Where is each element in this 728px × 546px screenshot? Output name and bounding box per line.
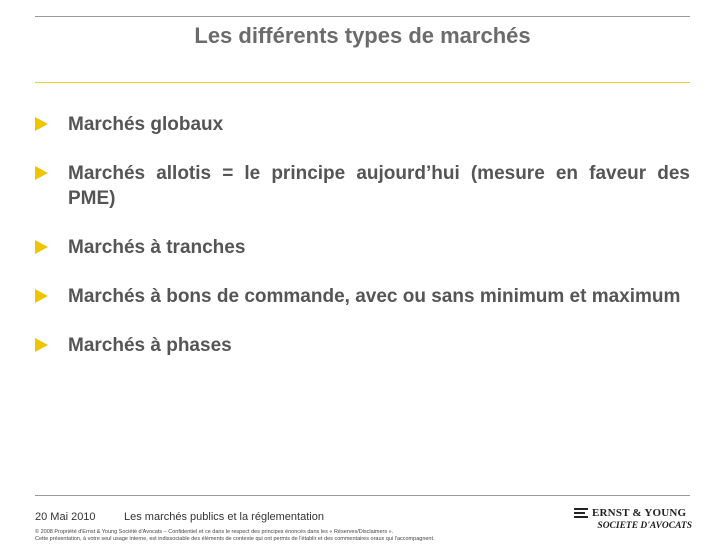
bullet-list xyxy=(35,112,690,382)
triangle-bullet-icon xyxy=(35,117,48,131)
triangle-bullet-icon xyxy=(35,289,48,303)
bullet-item xyxy=(35,235,690,260)
footer-divider xyxy=(35,495,690,496)
footer-legal-notice xyxy=(35,529,505,543)
bullet-text: Marchés globaux xyxy=(68,114,224,135)
bullet-item xyxy=(35,284,690,309)
bullet-item xyxy=(35,112,690,137)
bullet-text: Marchés à phases xyxy=(68,335,232,356)
ernst-young-logo xyxy=(574,507,692,541)
top-divider xyxy=(35,16,690,17)
footer-title: Les marchés publics et la réglementation xyxy=(124,511,324,523)
slide-title: Les différents types de marchés xyxy=(194,23,531,48)
bullet-text: Marchés à bons de commande, avec ou sans minimum et maximum xyxy=(68,286,681,307)
legal-line: © 2008 Propriété d'Ernst & Young Société d'Avocats – Confidentiel et ce dans le respect des principes énoncés dans les « Réserves/Disclaimers ». xyxy=(35,529,394,535)
footer-date: 20 Mai 2010 xyxy=(35,511,96,523)
bullet-text: Marchés allotis = le principe aujourd’hui (mesure en faveur des PME) xyxy=(68,163,690,209)
triangle-bullet-icon xyxy=(35,166,48,180)
title-underline xyxy=(35,82,690,83)
bullet-text: Marchés à tranches xyxy=(68,237,246,258)
logo-subtitle: SOCIETE D'AVOCATS xyxy=(597,521,692,531)
logo-bars-icon xyxy=(574,508,588,518)
triangle-bullet-icon xyxy=(35,338,48,352)
bullet-item xyxy=(35,333,690,358)
logo-name: ERNST & YOUNG xyxy=(592,507,687,519)
bullet-item xyxy=(35,161,690,211)
legal-line: Cette présentation, à votre seul usage interne, est indissociable des éléments de contexte qui ont permis de l'établir et des commentaires oraux qui l'accompagnent. xyxy=(35,536,435,542)
triangle-bullet-icon xyxy=(35,240,48,254)
